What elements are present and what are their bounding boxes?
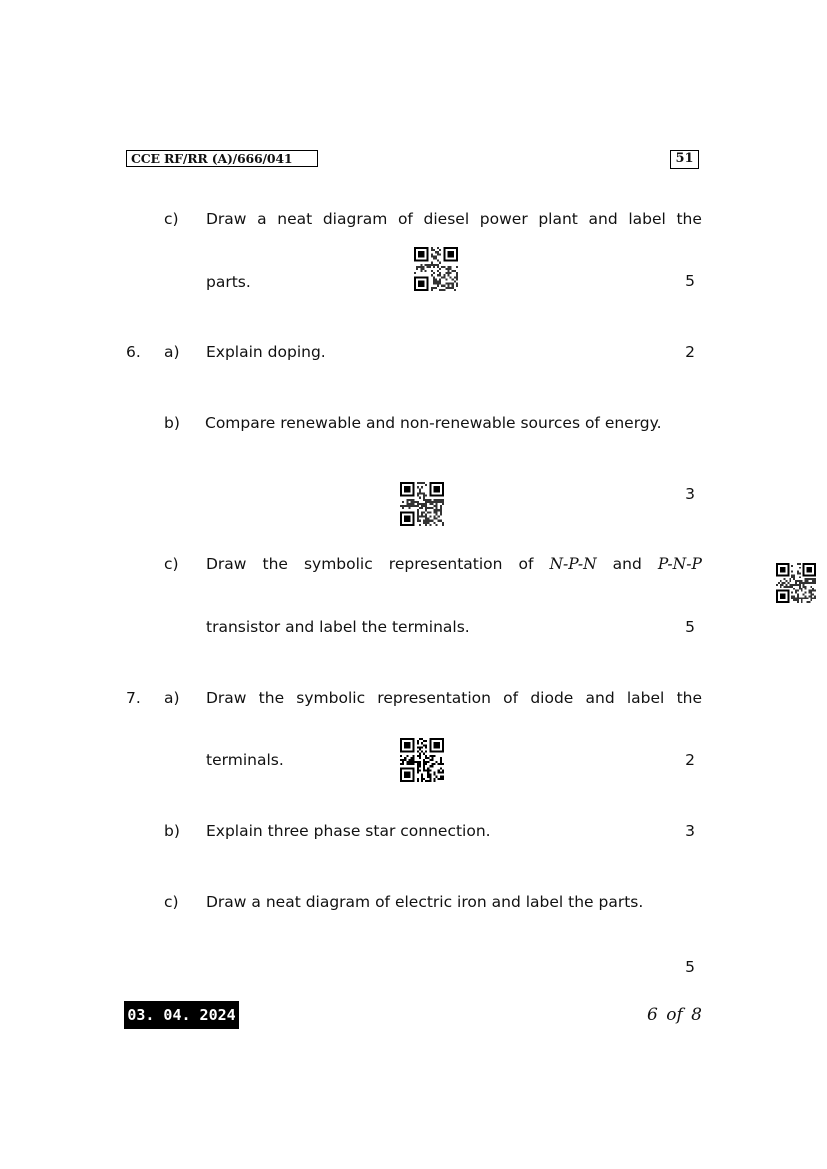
paper-code: CCE RF/RR (A)/666/041	[126, 150, 318, 167]
pnp-symbol: P-N-P	[657, 555, 702, 573]
qr-code-icon	[400, 738, 444, 782]
q5c-line2: parts.	[206, 273, 251, 291]
q7b-marks: 3	[685, 822, 695, 840]
page-number: 6 of 8	[647, 1005, 702, 1025]
q7b-part-label: b)	[164, 822, 180, 840]
page-code: 51	[670, 150, 699, 169]
q5c-marks: 5	[685, 272, 695, 290]
q5c-part-label: c)	[164, 210, 179, 228]
q7-number: 7.	[126, 689, 141, 707]
qr-code-icon	[400, 482, 444, 526]
q6c-marks: 5	[685, 618, 695, 636]
q6b-text: Compare renewable and non-renewable sources of energy.	[205, 414, 662, 432]
q6b-marks: 3	[685, 485, 695, 503]
q6a-part-label: a)	[164, 343, 180, 361]
q6c-line2: transistor and label the terminals.	[206, 618, 470, 636]
exam-date-badge: 03. 04. 2024	[124, 1001, 239, 1029]
q7a-part-label: a)	[164, 689, 180, 707]
q6c-part-label: c)	[164, 555, 179, 573]
q7b-text: Explain three phase star connection.	[206, 822, 491, 840]
npn-symbol: N-P-N	[549, 555, 597, 573]
qr-code-icon	[414, 247, 458, 291]
q7c-part-label: c)	[164, 893, 179, 911]
q7a-marks: 2	[685, 751, 695, 769]
q5c-line1: Draw a neat diagram of diesel power plant and label the	[206, 210, 702, 228]
q6-number: 6.	[126, 343, 141, 361]
q6b-part-label: b)	[164, 414, 180, 432]
q6a-marks: 2	[685, 343, 695, 361]
q6c-line1: Draw the symbolic representation of N-P-N and P-N-P	[206, 555, 702, 573]
q7c-text: Draw a neat diagram of electric iron and label the parts.	[206, 893, 644, 911]
q6a-text: Explain doping.	[206, 343, 326, 361]
q7c-marks: 5	[685, 958, 695, 976]
q7a-line2: terminals.	[206, 751, 284, 769]
qr-code-icon	[776, 563, 816, 603]
q7a-line1: Draw the symbolic representation of diode and label the	[206, 689, 702, 707]
